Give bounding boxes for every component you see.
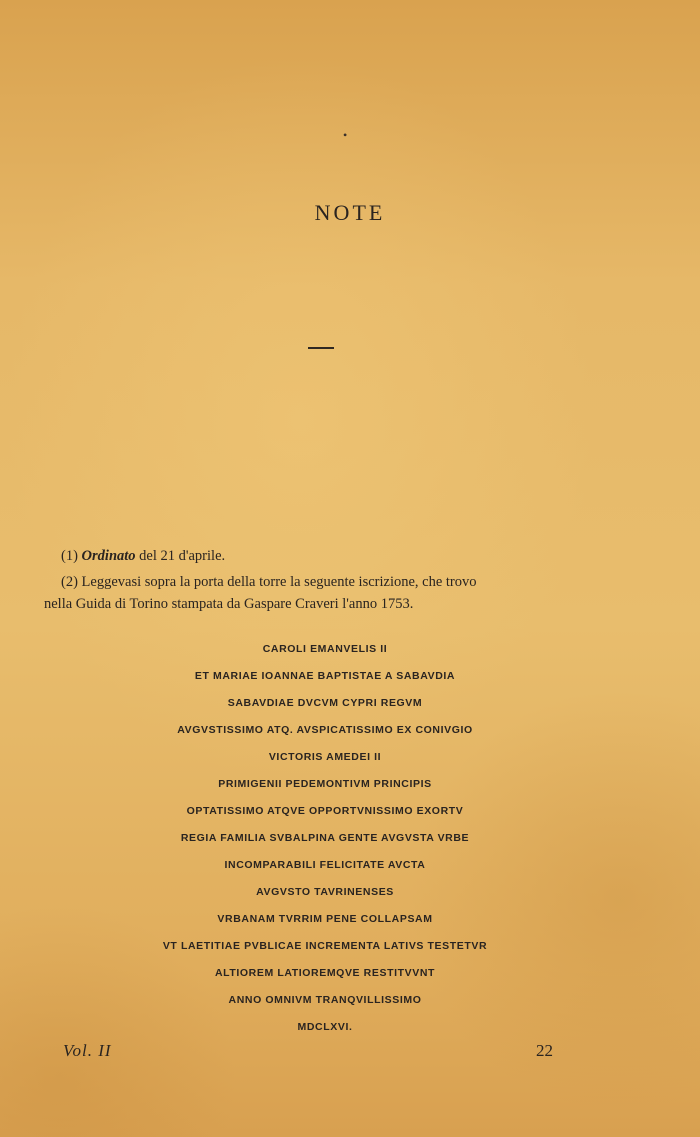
inscription-line: MDCLXVI. — [297, 1021, 353, 1033]
footnote-1 — [44, 545, 621, 567]
footnote-2-line1: Leggevasi sopra la porta della torre la seguente iscrizione, che trovo — [77, 574, 477, 590]
title-divider — [308, 347, 334, 349]
inscription-line: SABAVDIAE DVCVM CYPRI REGVM — [227, 697, 423, 709]
footnote-1-emphasis: Ordinato — [81, 548, 136, 564]
inscription-line: AVGVSTO TAVRINENSES — [256, 886, 394, 898]
volume-label: Vol. II — [63, 1041, 112, 1060]
footnote-1-number: (1) — [61, 548, 78, 564]
inscription-line: ET MARIAE IOANNAE BAPTISTAE A SABAVDIA — [194, 670, 456, 682]
inscription-block — [0, 636, 650, 1041]
footnote-1-text: del 21 d'aprile. — [135, 548, 226, 564]
inscription-line: VT LAETITIAE PVBLICAE INCREMENTA LATIVS TESTETVR — [162, 940, 488, 952]
footnote-2-number: (2) — [61, 574, 78, 590]
inscription-line: INCOMPARABILI FELICITATE AVCTA — [224, 859, 426, 871]
signature-mark: 22 — [536, 1041, 553, 1060]
inscription-line: VRBANAM TVRRIM PENE COLLAPSAM — [217, 913, 433, 925]
inscription-line: PRIMIGENII PEDEMONTIVM PRINCIPIS — [218, 778, 432, 790]
inscription-line: OPTATISSIMO ATQVE OPPORTVNISSIMO EXORTV — [186, 805, 464, 817]
ornament-dot: • — [343, 128, 348, 142]
footnote-2 — [44, 571, 604, 615]
inscription-line: AVGVSTISSIMO ATQ. AVSPICATISSIMO EX CONIVGIO — [177, 724, 473, 736]
inscription-line: VICTORIS AMEDEI II — [268, 751, 382, 763]
footnote-2-line2: nella Guida di Torino stampata da Gaspare Craveri l'anno 1753. — [44, 596, 414, 612]
inscription-line: REGIA FAMILIA SVBALPINA GENTE AVGVSTA VRBE — [180, 832, 470, 844]
inscription-line: ANNO OMNIVM TRANQVILLISSIMO — [228, 994, 422, 1006]
inscription-line: CAROLI EMANVELIS II — [262, 643, 388, 655]
inscription-line: ALTIOREM LATIOREMQVE RESTITVVNT — [214, 967, 436, 979]
page-title: NOTE — [314, 200, 386, 225]
